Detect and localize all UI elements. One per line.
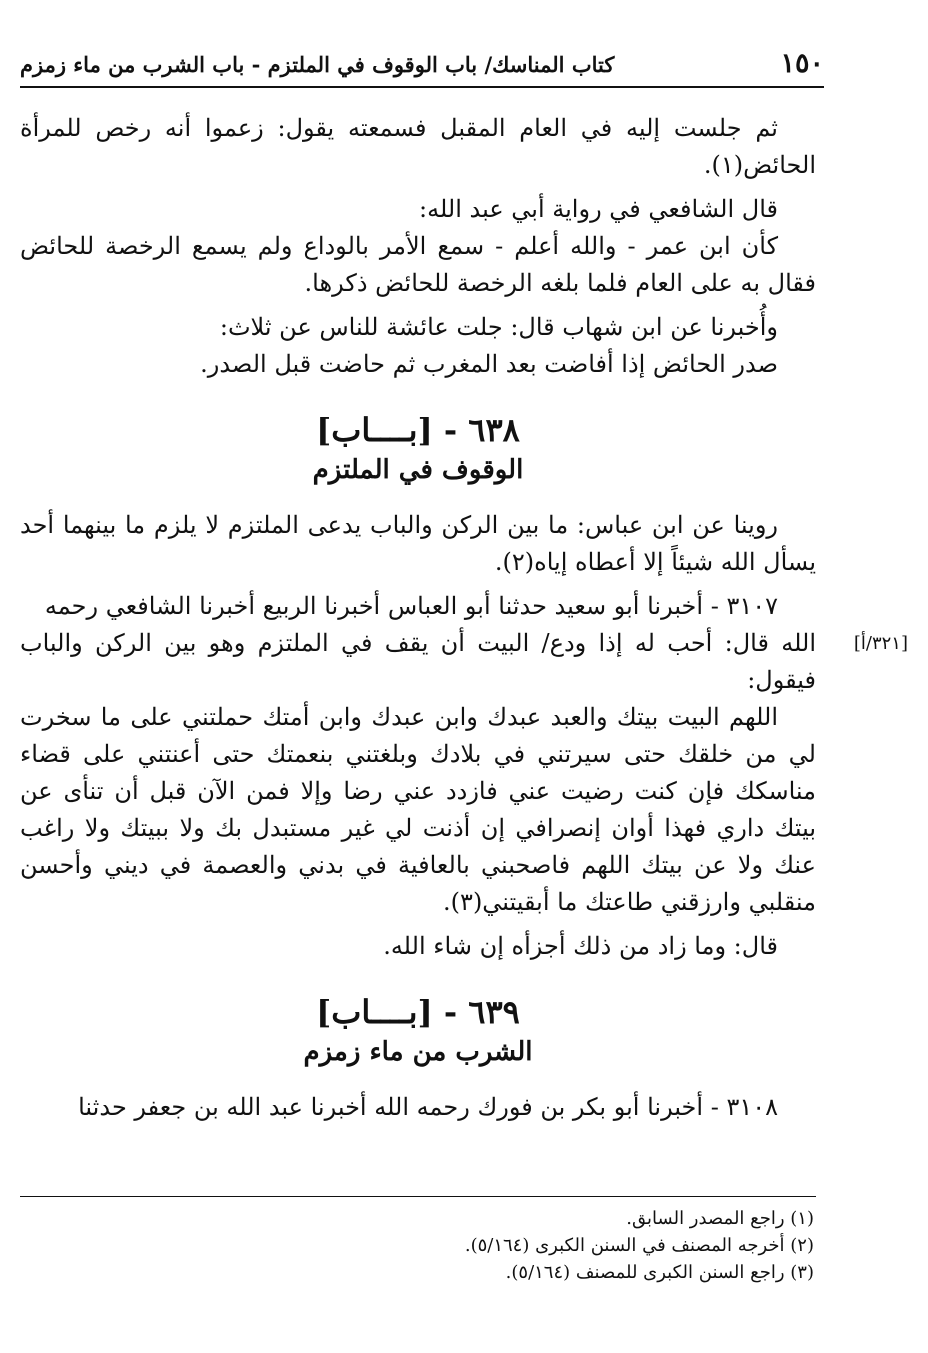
hadith-3107-block xyxy=(20,588,908,699)
paragraph-1: ثم جلست إليه في العام المقبل فسمعته يقول: زعموا أنه رخص للمرأة الحائض(١). xyxy=(20,114,816,179)
running-head: كتاب المناسك/ باب الوقوف في الملتزم - باب الشرب من ماء زمزم xyxy=(20,52,615,77)
paragraph-7-line-1: ٣١٠٧ - أخبرنا أبو سعيد حدثنا أبو العباس أخبرنا الربيع أخبرنا الشافعي رحمه xyxy=(44,592,778,620)
paragraph-9: قال: وما زاد من ذلك أجزأه إن شاء الله. xyxy=(383,932,778,960)
section-title-639: الشرب من ماء زمزم xyxy=(303,1037,533,1067)
paragraph-8: اللهم البيت بيتك والعبد عبدك وابن عبدك وابن أمتك حملتني على ما سخرت لي من خلقك حتى سيرتني في بلادك وبلغتني بنعمتك حتى أعنتني على قضاء مناسكك فإن كنت رضيت عني فازدد عني رضا وإلا فمن الآن قبل أن تنأى عن بيتك داري فهذا أوان إنصرافي إن أذنت لي غير مستبدل بك ولا ببيتك ولا راغب عنك ولا عن بيتك اللهم فاصحبني بالعافية في بدني والعصمة في ديني وأحسن منقلبي وارزقني طاعتك ما أبقيتني(٣). xyxy=(20,703,816,916)
page-header xyxy=(20,44,824,88)
page-body xyxy=(20,110,908,1126)
manuscript-folio-ref: [٣٢١/أ] xyxy=(853,633,908,654)
paragraph-7-line-2: الله قال: أحب له إذا ودع/ البيت أن يقف في الملتزم وهو بين الركن والباب فيقول: xyxy=(20,629,816,694)
paragraph-2: قال الشافعي في رواية أبي عبد الله: xyxy=(418,195,778,223)
paragraph-4: وأُخبرنا عن ابن شهاب قال: جلت عائشة للناس عن ثلاث: xyxy=(219,313,778,341)
section-title-638: الوقوف في الملتزم xyxy=(312,455,524,485)
paragraph-3: كأن ابن عمر - والله أعلم - سمع الأمر بالوداع ولم يسمع الرخصة للحائض فقال به على العام فلما بلغه الرخصة للحائض ذكرها. xyxy=(20,232,816,297)
footnote-3: (٣) راجع السنن الكبرى للمصنف (٥/١٦٤). xyxy=(505,1262,814,1283)
paragraph-10: ٣١٠٨ - أخبرنا أبو بكر بن فورك رحمه الله أخبرنا عبد الله بن جعفر حدثنا xyxy=(78,1093,778,1121)
section-number-639: ٦٣٩ - [بــــاب] xyxy=(316,993,520,1031)
footnotes xyxy=(20,1196,816,1286)
page-number: ١٥٠ xyxy=(780,48,824,79)
paragraph-5: صدر الحائض إذا أفاضت بعد المغرب ثم حاضت قبل الصدر. xyxy=(200,350,778,378)
section-heading-639 xyxy=(20,991,816,1071)
section-number-638: ٦٣٨ - [بــــاب] xyxy=(316,411,520,449)
section-heading-638 xyxy=(20,409,816,489)
paragraph-6: روينا عن ابن عباس: ما بين الركن والباب يدعى الملتزم لا يلزم ما بينهما أحد يسأل الله شيئاً إلا أعطاه إياه(٢). xyxy=(20,511,816,576)
footnote-2: (٢) أخرجه المصنف في السنن الكبرى (٥/١٦٤). xyxy=(464,1235,814,1256)
footnote-1: (١) راجع المصدر السابق. xyxy=(626,1208,814,1229)
